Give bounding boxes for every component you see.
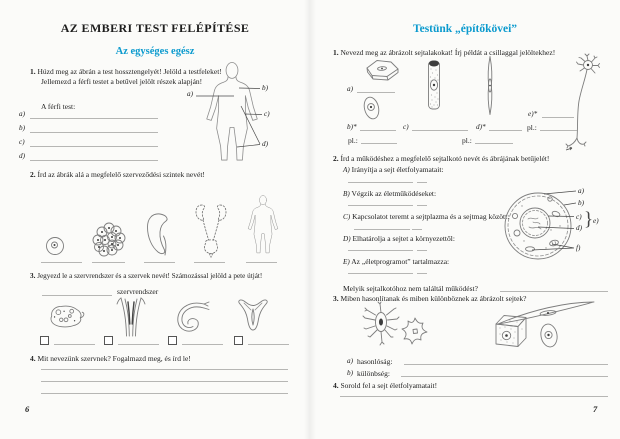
answer-line-similarity[interactable] [404, 364, 608, 365]
urinary-system-figure [194, 202, 228, 258]
cell-label-d: d)* [476, 123, 486, 131]
organ-checkbox-4[interactable] [234, 336, 243, 345]
left-q2-text: Írd az ábrák alá a megfelelő szerveződési szintek nevét! [37, 170, 205, 179]
cell-figure [44, 235, 66, 257]
flat-cell-figure [360, 57, 400, 83]
diagram-brace: } [584, 209, 594, 230]
neuron-compare-figure [362, 300, 400, 348]
q2-item-D [343, 234, 455, 245]
answer-line-q2-3[interactable] [144, 262, 175, 263]
left-q4-header [30, 354, 191, 364]
uterus-figure [234, 297, 272, 335]
answer-line-organ-3[interactable] [182, 344, 223, 345]
left-q4-number: 4. [30, 354, 36, 363]
left-page-number: 6 [25, 404, 30, 414]
blank-label-d: d) [19, 152, 25, 160]
answer-line-q4-1[interactable] [41, 369, 288, 370]
left-q3-header [30, 272, 262, 282]
left-q4-text: Mit nevezünk szervnek? Fogalmazd meg, és írd le! [37, 354, 191, 363]
right-page-title: Testünk „építőkövei” [412, 23, 518, 35]
answer-line-q2-5[interactable] [246, 262, 277, 263]
answer-line-organ-2[interactable] [118, 344, 159, 345]
answer-line-cell-d[interactable] [489, 130, 522, 131]
answer-line-B[interactable] [348, 205, 413, 206]
page-fold [304, 0, 316, 439]
example-label-b: pl.: [348, 136, 358, 145]
left-q1-lead: A férfi test: [41, 102, 76, 111]
answer-line-q2-2[interactable] [92, 262, 125, 263]
q2-followup: Melyik sejtalkotóhoz nem találtál működést? [343, 284, 478, 293]
answer-line-cell-e[interactable] [542, 117, 574, 118]
diagram-label-e: e) [593, 217, 599, 225]
left-page-title: AZ EMBERI TEST FELÉPÍTÉSE [60, 21, 250, 35]
q2-item-B-text: Végzik az életműködéseket: [351, 189, 437, 198]
answer-line-q1-c[interactable] [30, 146, 158, 147]
right-q3-number: 3. [333, 294, 339, 303]
organ-checkbox-3[interactable] [168, 336, 177, 345]
body-label-c: c) [264, 110, 270, 118]
blank-label-a: a) [19, 110, 25, 118]
letter-line-B[interactable] [417, 205, 427, 206]
q3-a-label: a) [347, 357, 353, 365]
example-label-e: pl.: [527, 123, 537, 132]
organ-checkbox-1[interactable] [40, 336, 49, 345]
ovary-figure [46, 302, 86, 330]
answer-line-difference[interactable] [401, 376, 608, 377]
diagram-label-a: a) [578, 187, 584, 195]
left-q3-text: Jegyezd le a szervrendszer és a szervek nevét! Számozással jelöld a pete útját! [37, 272, 263, 280]
diagram-label-c: c) [576, 213, 582, 221]
right-q4-header [333, 381, 437, 391]
q2-item-B-label: B) [343, 190, 350, 198]
tissue-figure [89, 221, 125, 257]
q2-item-E-text: Az „életprogramot” tartalmazza: [351, 257, 450, 266]
diagram-label-b: b) [578, 199, 584, 207]
q2-item-D-label: D) [343, 235, 351, 243]
columnar-cell-figure [426, 56, 442, 114]
answer-line-q4-3[interactable] [41, 393, 288, 394]
q2-item-B [343, 189, 436, 200]
left-q1-number: 1. [30, 67, 36, 76]
left-q2-number: 2. [30, 170, 36, 179]
right-q4-number: 4. [333, 381, 339, 390]
answer-line-cell-c[interactable] [412, 130, 468, 131]
answer-line-organ-1[interactable] [54, 344, 95, 345]
q2-item-A-label: A) [343, 166, 350, 174]
cell-label-c: c) [403, 123, 409, 131]
left-section-title: Az egységes egész [115, 46, 195, 57]
q2-item-A [343, 165, 444, 176]
letter-line-A[interactable] [417, 182, 427, 183]
spindle-cell-figure [485, 55, 495, 116]
organ-checkbox-2[interactable] [104, 336, 113, 345]
body-annotation-lines [186, 60, 266, 160]
answer-line-example-b[interactable] [361, 143, 397, 144]
answer-line-q4-2[interactable] [41, 381, 288, 382]
q3-b-text: különbség: [357, 369, 390, 378]
left-q3-number: 3. [30, 272, 36, 280]
blank-label-b: b) [19, 124, 25, 132]
answer-line-A[interactable] [348, 182, 413, 183]
answer-line-E[interactable] [348, 273, 413, 274]
answer-line-cell-b[interactable] [360, 130, 396, 131]
right-q3-text: Miben hasonlítanak és miben különböznek az ábrázolt sejtek? [340, 294, 527, 303]
q2-item-C [343, 212, 517, 232]
right-q2-text: Írd a működéshez a megfelelő sejtalkotó nevét és ábrájának betűjelét! [340, 154, 550, 163]
q2-item-E [343, 257, 449, 268]
answer-line-cell-a[interactable] [357, 92, 395, 93]
q3-a-text: hasonlóság: [357, 357, 393, 366]
oval-cell-compare-figure [538, 322, 560, 349]
body-label-a: a) [187, 90, 193, 98]
q3-b-label: b) [347, 369, 353, 377]
right-q2-header [333, 154, 549, 164]
answer-line-C[interactable] [354, 223, 410, 230]
q2-item-D-text: Elhatárolja a sejtet a környezettől: [352, 234, 455, 243]
human-organism-figure [242, 194, 284, 257]
round-cell-figure [362, 95, 381, 121]
letter-line-C[interactable] [412, 223, 422, 230]
cell-structure-diagram [502, 186, 580, 264]
right-q1-text: Nevezd meg az ábrázolt sejtalakokat! Írj példát a csillaggal jelöltekhez! [340, 48, 556, 57]
cell-label-a: a) [347, 85, 353, 93]
q2-item-A-text: Irányítja a sejt életfolyamatait: [351, 165, 444, 174]
answer-line-organ-4[interactable] [248, 344, 289, 345]
nerve-cell-figure [564, 54, 600, 151]
kidney-organ-figure [145, 212, 175, 257]
left-q1-text: Húzd meg az ábrán a test hossztengelyét! Jelöld a testfeleket! Jellemezd a férfi testet a betűvel jelölt részek alapján! [37, 67, 222, 86]
q2-item-E-label: E) [343, 258, 350, 266]
answer-line-q2-1[interactable] [41, 262, 82, 263]
left-q2-header [30, 170, 205, 180]
system-line-label: szervrendszer [117, 287, 159, 296]
letter-line-D[interactable] [417, 250, 427, 251]
oviduct-figure [174, 300, 212, 334]
right-q1-number: 1. [333, 48, 339, 57]
answer-line-followup[interactable] [500, 291, 608, 292]
cell-label-b: b)* [347, 123, 357, 131]
answer-line-q4-right[interactable] [340, 396, 608, 397]
right-page-number: 7 [593, 404, 598, 414]
blank-label-c: c) [19, 138, 25, 146]
answer-line-example-d[interactable] [475, 143, 513, 144]
q2-item-C-label: C) [343, 213, 351, 221]
body-label-b: b) [262, 84, 268, 92]
star-cell-figure [400, 315, 430, 348]
example-label-d: pl.: [462, 136, 472, 145]
cell-label-e: e)* [528, 110, 538, 118]
diagram-label-d: d) [576, 224, 582, 232]
q2-item-C-text: Kapcsolatot teremt a sejtplazma és a sejtmag között: [352, 212, 510, 221]
right-q2-number: 2. [333, 154, 339, 163]
answer-line-system-name[interactable] [42, 295, 112, 296]
diagram-label-f: f) [576, 244, 581, 252]
answer-line-q1-b[interactable] [30, 132, 158, 133]
body-label-d: d) [262, 140, 268, 148]
right-q4-text: Sorold fel a sejt életfolyamatait! [340, 381, 438, 390]
answer-line-q1-a[interactable] [30, 118, 158, 119]
right-page [310, 0, 620, 439]
answer-line-example-e[interactable] [540, 130, 577, 131]
answer-line-q1-d[interactable] [30, 160, 158, 161]
letter-line-E[interactable] [417, 273, 427, 274]
answer-line-D[interactable] [348, 250, 413, 251]
answer-line-q2-4[interactable] [194, 262, 225, 263]
vagina-figure [114, 296, 148, 338]
